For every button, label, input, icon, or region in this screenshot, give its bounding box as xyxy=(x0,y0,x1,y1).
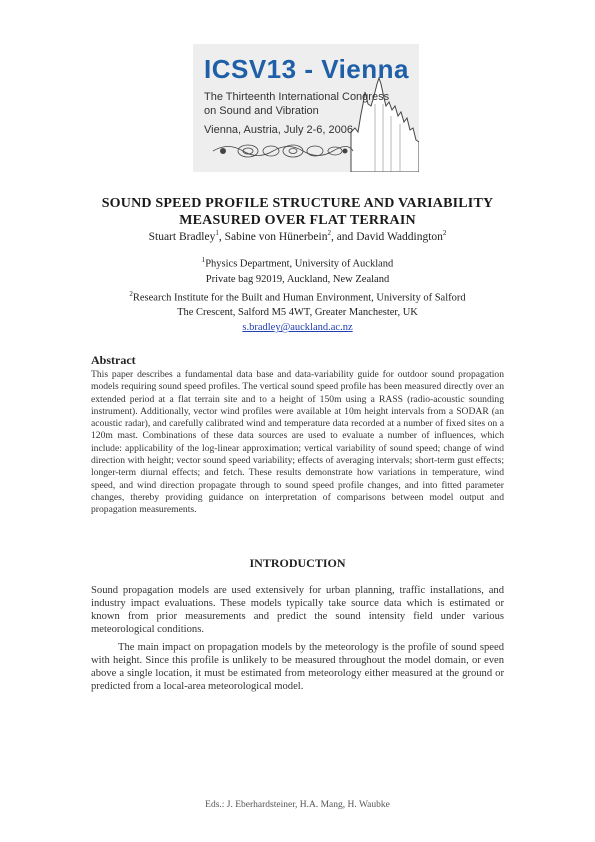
author-list xyxy=(70,229,525,243)
paper-title-line2: MEASURED OVER FLAT TERRAIN xyxy=(179,213,416,228)
author-affiliation-mark: 2 xyxy=(327,229,331,237)
abstract-heading: Abstract xyxy=(91,353,136,367)
affiliation-mark: 2 xyxy=(129,289,133,298)
paper-title-line1: SOUND SPEED PROFILE STRUCTURE AND VARIABILITY xyxy=(101,196,494,211)
author-separator: , xyxy=(218,230,225,243)
conference-subtitle-line1: The Thirteenth International Congress xyxy=(204,91,390,103)
conference-subtitle xyxy=(204,90,389,118)
author-name: Sabine von Hünerbein xyxy=(224,230,328,243)
affiliation-1-line1 xyxy=(70,253,525,272)
affiliation-2-line1 xyxy=(70,287,525,306)
author-affiliation-mark: 1 xyxy=(215,229,219,237)
conference-banner xyxy=(193,44,419,172)
author-name: Stuart Bradley xyxy=(148,230,216,243)
conference-location: Vienna, Austria, July 2-6, 2006 xyxy=(204,124,354,136)
conference-subtitle-line2: on Sound and Vibration xyxy=(204,105,319,117)
paper-title xyxy=(70,195,525,229)
affiliations xyxy=(70,253,525,335)
email-link[interactable]: s.bradley@auckland.ac.nz xyxy=(242,322,353,333)
page-footer: Eds.: J. Eberhardsteiner, H.A. Mang, H. Waubke xyxy=(205,800,390,810)
author-separator: , and xyxy=(330,230,357,243)
affiliation-1-line2: Private bag 92019, Auckland, New Zealand xyxy=(205,273,390,285)
author-name: David Waddington xyxy=(356,230,443,243)
introduction-paragraph-1: Sound propagation models are used extensively for urban planning, traffic installations, and industry impact evaluations. These models typically take source data which is estimated or known from prior measurements and predict the sound intensity field under various meteorological conditions. xyxy=(91,585,504,635)
affiliation-mark: 1 xyxy=(201,256,206,264)
introduction-heading: INTRODUCTION xyxy=(249,556,346,570)
abstract-text: This paper describes a fundamental data base and data-variability guide for outdoor sound propagation models requiring sound speed profiles. The vertical sound speed profile has been measured directly over an extended period at a flat terrain site and to a height of 150m using a RASS (radio-acoustic sounding instrument). Additionally, vector wind profiles were available at 10m height intervals from a SODAR (an acoustic radar), and carefully calibrated wind and temperature data recorded at a number of fixed sites on a 120m mast. Combinations of these data sources are used to evaluate a number of influences, which include: applicability of the log-linear approximation; vertical variability of sound speed; change of wind direction with height; vector sound speed variability; effects of averaging intervals; short-term gust effects; longer-term diurnal effects; and fetch. These results demonstrate how variations in temperature, wind speed, and wind direction propagate through to sound speed profile changes, and into fitted parameter changes, thereby providing guidance on interpretation of comparisons between model output and propagation measurements. xyxy=(91,369,504,516)
introduction-paragraph-2: The main impact on propagation models by the meteorology is the profile of sound speed with height. Since this profile is unlikely to be measured throughout the model domain, or even above a single location, it must be estimated from meteorology either measured at the ground or predicted from a local-area meteorological model. xyxy=(91,642,504,692)
author-affiliation-mark: 2 xyxy=(442,229,447,237)
affiliation-2-line2: The Crescent, Salford M5 4WT, Greater Manchester, UK xyxy=(177,307,418,318)
affiliation-text: Research Institute for the Built and Human Environment, University of Salford xyxy=(132,292,466,303)
affiliation-text: Physics Department, University of Auckland xyxy=(205,258,394,270)
conference-title: ICSV13 - Vienna xyxy=(204,54,409,84)
